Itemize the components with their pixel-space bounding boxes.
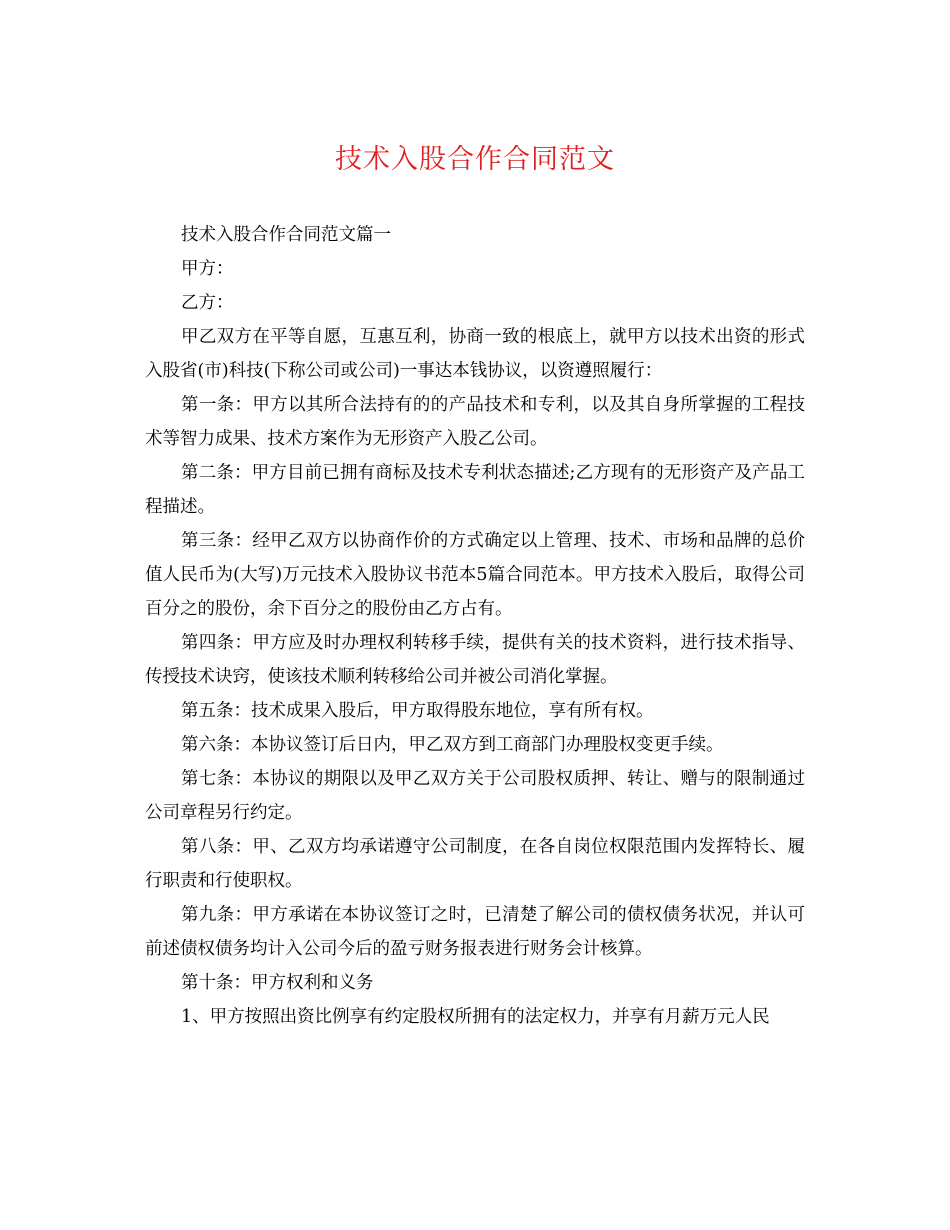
article-8: 第八条：甲、乙双方均承诺遵守公司制度，在各自岗位权限范围内发挥特长、履行职责和行使职权。 bbox=[145, 837, 805, 891]
document-body bbox=[145, 218, 805, 1034]
party-b-line: 乙方： bbox=[181, 293, 234, 313]
article-7: 第七条：本协议的期限以及甲乙双方关于公司股权质押、转让、赠与的限制通过公司章程另行约定。 bbox=[145, 769, 805, 823]
article-4: 第四条：甲方应及时办理权利转移手续，提供有关的技术资料，进行技术指导、传授技术诀窍，使该技术顺利转移给公司并被公司消化掌握。 bbox=[145, 633, 805, 687]
article-2: 第二条：甲方目前已拥有商标及技术专利状态描述;乙方现有的无形资产及产品工程描述。 bbox=[145, 463, 805, 517]
document-title: 技术入股合作合同范文 bbox=[335, 144, 615, 175]
article-1: 第一条：甲方以其所合法持有的的产品技术和专利，以及其自身所掌握的工程技术等智力成果、技术方案作为无形资产入股乙公司。 bbox=[145, 395, 805, 449]
article-9: 第九条：甲方承诺在本协议签订之时，已清楚了解公司的债权债务状况，并认可前述债权债务均计入公司今后的盈亏财务报表进行财务会计核算。 bbox=[145, 905, 805, 959]
section-heading: 技术入股合作合同范文篇一 bbox=[181, 225, 391, 245]
article-5: 第五条：技术成果入股后，甲方取得股东地位，享有所有权。 bbox=[181, 701, 654, 721]
article-3: 第三条：经甲乙双方以协商作价的方式确定以上管理、技术、市场和品牌的总价值人民币为(大写)万元技术入股协议书范本5篇合同范本。甲方技术入股后，取得公司百分之的股份，余下百分之的股份由乙方占有。 bbox=[145, 531, 805, 619]
article-10-item-1: 1、甲方按照出资比例享有约定股权所拥有的法定权力，并享有月薪万元人民 bbox=[181, 1007, 770, 1027]
preamble-paragraph: 甲乙双方在平等自愿，互惠互利，协商一致的根底上，就甲方以技术出资的形式入股省(市)科技(下称公司或公司)一事达本钱协议，以资遵照履行： bbox=[145, 327, 805, 381]
party-a-line: 甲方： bbox=[181, 259, 234, 279]
article-6: 第六条：本协议签订后日内，甲乙双方到工商部门办理股权变更手续。 bbox=[181, 735, 724, 755]
article-10-heading: 第十条：甲方权利和义务 bbox=[181, 973, 374, 993]
